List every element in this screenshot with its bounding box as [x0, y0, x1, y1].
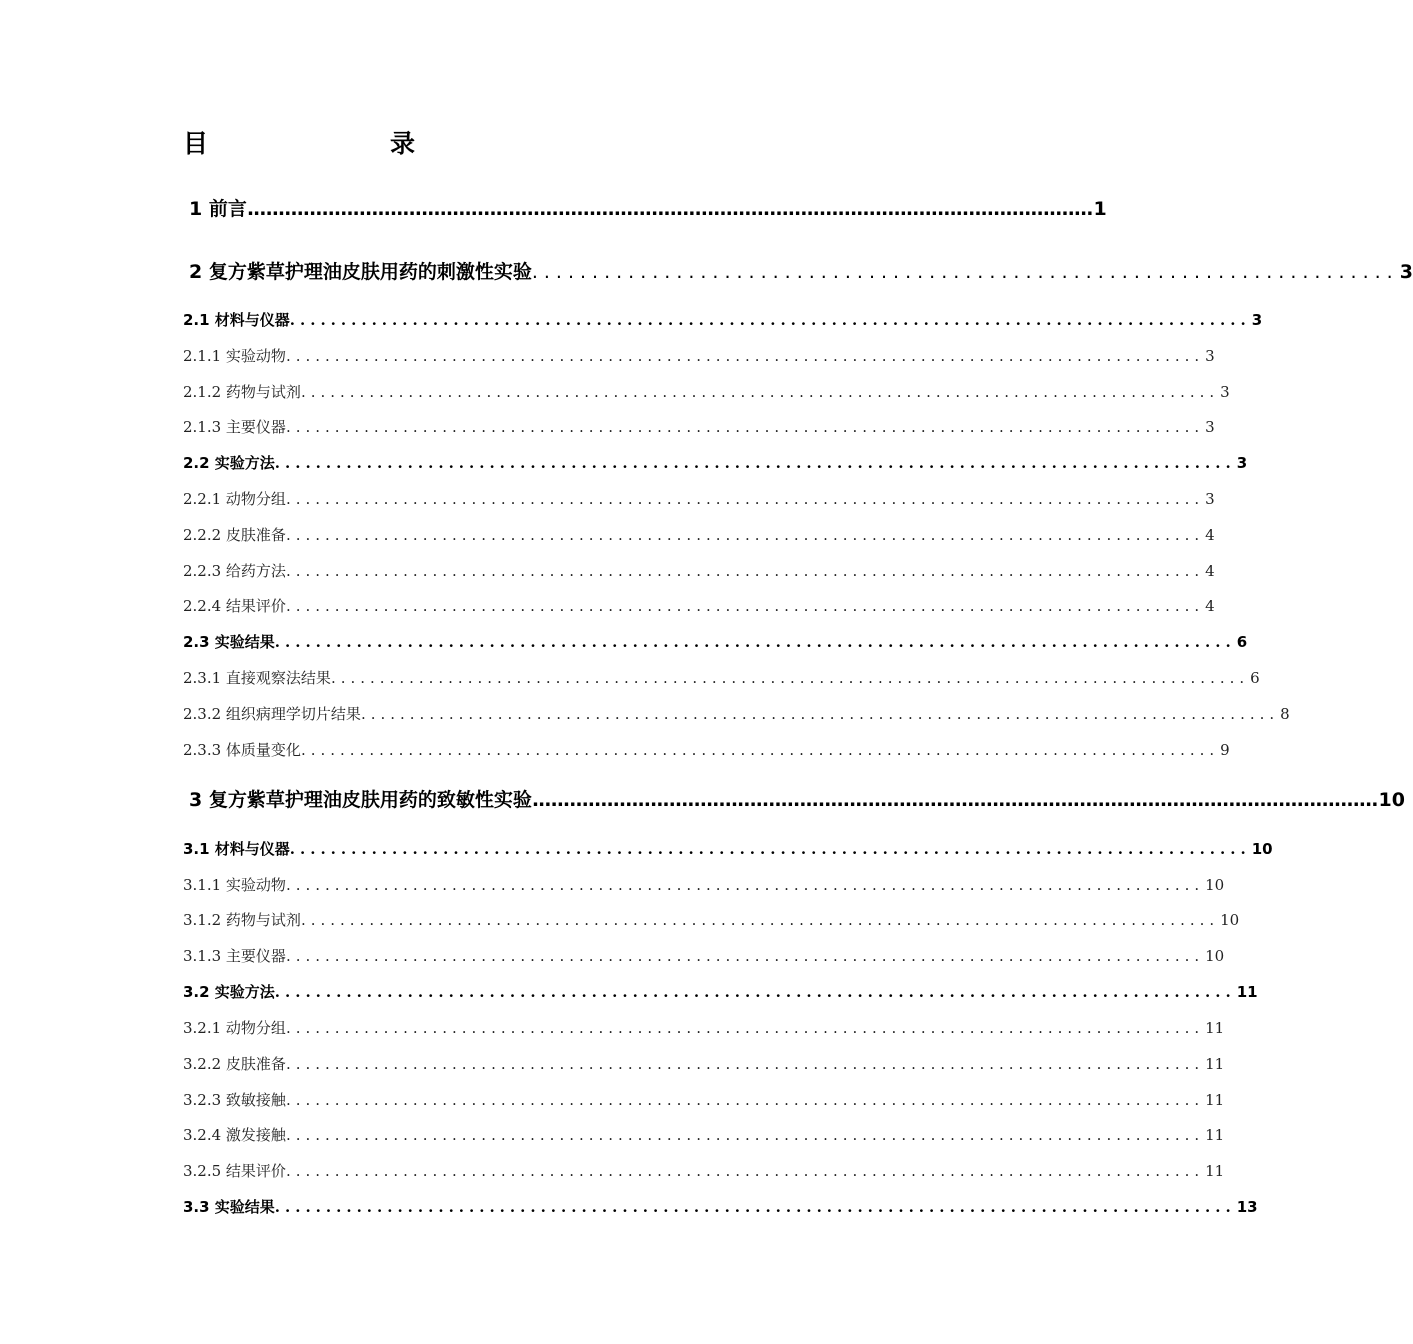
toc-entry-label: 2.2 实验方法 — [183, 454, 275, 472]
dot-leader: .............................................................................................. — [285, 1019, 1205, 1037]
dot-leader: .............................................................................................. — [285, 418, 1205, 436]
toc-entry-label: 3.1 材料与仪器 — [183, 840, 290, 858]
toc-entry-label: 2.3.3 体质量变化 — [183, 741, 301, 759]
toc-entry-label: 2.1.3 主要仪器 — [183, 418, 286, 436]
dot-leader: .............................................................................................. — [285, 1055, 1205, 1073]
toc-entry-page: 11 — [1205, 1019, 1225, 1037]
toc-entry-label: 2.2.4 结果评价 — [183, 597, 286, 615]
toc-entry-label: 2.1.1 实验动物 — [183, 347, 286, 365]
toc-entry[interactable] — [183, 631, 1248, 652]
toc-entry[interactable] — [183, 524, 1215, 545]
dot-leader: .............................................................................................. — [289, 840, 1251, 858]
toc-entry-page: 4 — [1205, 597, 1215, 615]
toc-entry-page: 1 — [1093, 198, 1107, 220]
toc-entry-label: 3.2.5 结果评价 — [183, 1162, 286, 1180]
toc-entry[interactable] — [183, 452, 1248, 473]
toc-entry[interactable] — [183, 595, 1215, 616]
dot-leader: .............................................................................................. — [289, 311, 1251, 329]
toc-entry[interactable] — [183, 667, 1260, 688]
toc-entry-page: 13 — [1236, 1198, 1258, 1216]
dot-leader: .............................................................................................. — [300, 383, 1220, 401]
toc-entry-page: 3 — [1399, 261, 1413, 283]
dot-leader: ........................................................................................................................................ — [531, 789, 1378, 811]
dot-leader: .............................................................................................. — [330, 669, 1250, 687]
toc-entry-page: 10 — [1220, 911, 1240, 929]
toc-entry-label: 2.3.1 直接观察法结果 — [183, 669, 331, 687]
toc-entry-page: 10 — [1205, 876, 1225, 894]
toc-entry[interactable] — [183, 1053, 1225, 1074]
toc-entry-label: 3.1.2 药物与试剂 — [183, 911, 301, 929]
toc-entry-page: 11 — [1205, 1162, 1225, 1180]
toc-entry[interactable] — [183, 345, 1215, 366]
toc-entry[interactable] — [183, 1124, 1225, 1145]
toc-entry[interactable] — [183, 381, 1230, 402]
toc-entry-label: 2.3.2 组织病理学切片结果 — [183, 705, 361, 723]
toc-entry-page: 11 — [1205, 1091, 1225, 1109]
toc-entry-label: 3.2.1 动物分组 — [183, 1019, 286, 1037]
toc-entry-label: 2.2.3 给药方法 — [183, 562, 286, 580]
toc-entry-label: 2.2.2 皮肤准备 — [183, 526, 286, 544]
toc-entry[interactable] — [183, 194, 1107, 221]
toc-entry-page: 10 — [1251, 840, 1273, 858]
toc-entry-page: 10 — [1205, 947, 1225, 965]
toc-entry-page: 3 — [1220, 383, 1230, 401]
toc-entry-page: 3 — [1205, 347, 1215, 365]
toc-entry-page: 4 — [1205, 526, 1215, 544]
toc-entry-page: 11 — [1205, 1055, 1225, 1073]
toc-entry-label: 3.3 实验结果 — [183, 1198, 275, 1216]
toc-entry-label: 1 前言 — [189, 198, 247, 220]
toc-entry-label: 3.2.2 皮肤准备 — [183, 1055, 286, 1073]
toc-entry[interactable] — [183, 981, 1258, 1002]
dot-leader: .............................................................................................. — [285, 562, 1205, 580]
toc-entry-label: 3.2 实验方法 — [183, 983, 275, 1001]
dot-leader: .............................................................................................. — [285, 876, 1205, 894]
toc-entry-page: 6 — [1250, 669, 1260, 687]
toc-entry-page: 8 — [1280, 705, 1290, 723]
toc-entry[interactable] — [183, 703, 1290, 724]
dot-leader: .............................................................................................. — [285, 1162, 1205, 1180]
toc-entry[interactable] — [183, 1160, 1225, 1181]
toc-entry[interactable] — [183, 1017, 1225, 1038]
toc-entry-label: 2.1 材料与仪器 — [183, 311, 290, 329]
toc-entry-page: 11 — [1236, 983, 1258, 1001]
toc-entry-label: 2 复方紫草护理油皮肤用药的刺激性实验 — [189, 261, 532, 283]
toc-entry[interactable] — [183, 874, 1225, 895]
toc-entry-label: 2.3 实验结果 — [183, 633, 275, 651]
dot-leader: .............................................................................................. — [274, 983, 1236, 1001]
toc-entry-page: 11 — [1205, 1126, 1225, 1144]
dot-leader: .............................................................................................. — [285, 1091, 1205, 1109]
toc-entry-label: 2.2.1 动物分组 — [183, 490, 286, 508]
dot-leader: .............................................................................................. — [360, 705, 1280, 723]
dot-leader: ........................................................................ — [531, 261, 1399, 283]
dot-leader: .............................................................................................. — [274, 1198, 1236, 1216]
dot-leader: ........................................................................................................................................ — [246, 198, 1093, 220]
dot-leader: .............................................................................................. — [285, 347, 1205, 365]
toc-entry-label: 3.2.4 激发接触 — [183, 1126, 286, 1144]
toc-entry-page: 9 — [1220, 741, 1230, 759]
toc-entry[interactable] — [183, 1089, 1225, 1110]
toc-entry[interactable] — [183, 1196, 1258, 1217]
dot-leader: .............................................................................................. — [285, 947, 1205, 965]
toc-entry-page: 3 — [1251, 311, 1263, 329]
dot-leader: .............................................................................................. — [274, 454, 1236, 472]
toc-entry-page: 4 — [1205, 562, 1215, 580]
toc-title: 目 录 — [183, 129, 460, 158]
toc-entry[interactable] — [183, 257, 1413, 284]
toc-entry[interactable] — [183, 785, 1405, 812]
dot-leader: .............................................................................................. — [285, 526, 1205, 544]
toc-entry[interactable] — [183, 416, 1215, 437]
toc-entry[interactable] — [183, 945, 1225, 966]
dot-leader: .............................................................................................. — [300, 741, 1220, 759]
toc-entry[interactable] — [183, 838, 1273, 859]
toc-entry-label: 3 复方紫草护理油皮肤用药的致敏性实验 — [189, 789, 532, 811]
toc-entry[interactable] — [183, 560, 1215, 581]
dot-leader: .............................................................................................. — [285, 597, 1205, 615]
dot-leader: .............................................................................................. — [285, 490, 1205, 508]
toc-entry-page: 3 — [1236, 454, 1248, 472]
toc-entry[interactable] — [183, 909, 1240, 930]
toc-entry[interactable] — [183, 739, 1230, 760]
toc-entry-label: 3.1.3 主要仪器 — [183, 947, 286, 965]
dot-leader: .............................................................................................. — [285, 1126, 1205, 1144]
toc-entry-label: 3.1.1 实验动物 — [183, 876, 286, 894]
toc-entry-label: 2.1.2 药物与试剂 — [183, 383, 301, 401]
dot-leader: .............................................................................................. — [300, 911, 1220, 929]
toc-entry-label: 3.2.3 致敏接触 — [183, 1091, 286, 1109]
toc-entry[interactable] — [183, 488, 1215, 509]
dot-leader: .............................................................................................. — [274, 633, 1236, 651]
toc-entry-page: 10 — [1378, 789, 1405, 811]
toc-entry-page: 6 — [1236, 633, 1248, 651]
toc-entry-page: 3 — [1205, 418, 1215, 436]
toc-entry-page: 3 — [1205, 490, 1215, 508]
toc-entry[interactable] — [183, 309, 1263, 330]
